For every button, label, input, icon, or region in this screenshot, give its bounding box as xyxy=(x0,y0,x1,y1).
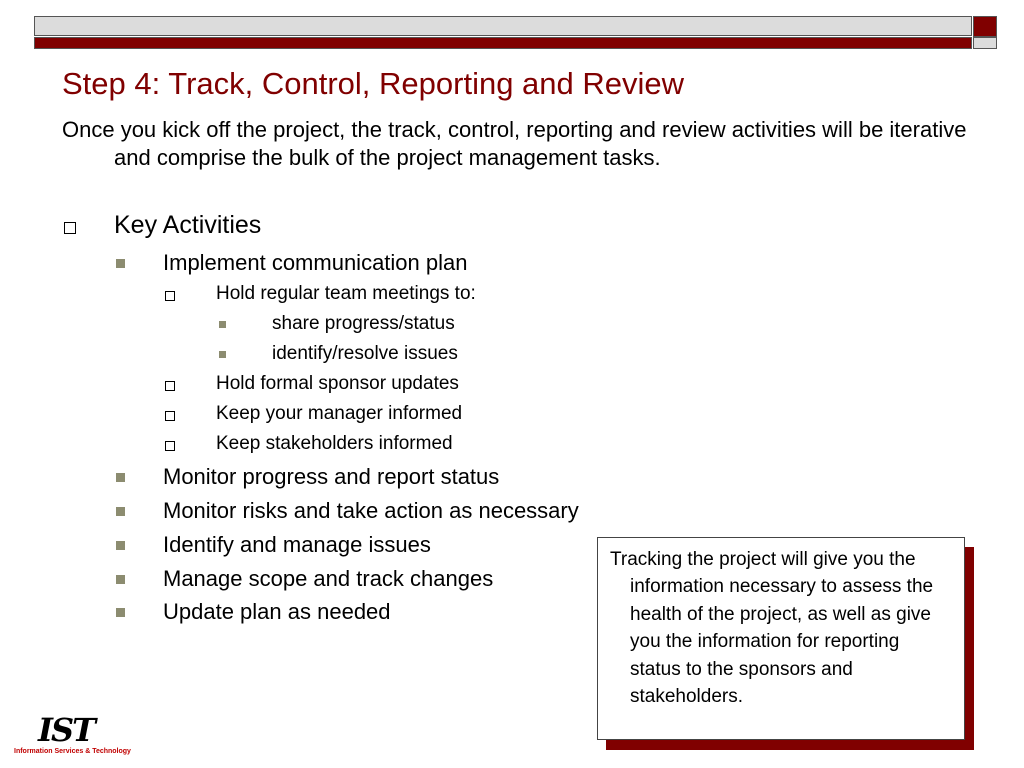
communication-plan-label: Implement communication plan xyxy=(163,250,468,275)
filled-square-bullet-icon xyxy=(116,473,125,482)
monitor-risks-label: Monitor risks and take action as necessary xyxy=(163,498,579,523)
sponsor-updates-label: Hold formal sponsor updates xyxy=(216,373,459,394)
filled-square-bullet-icon xyxy=(219,321,226,328)
filled-square-bullet-icon xyxy=(116,259,125,268)
callout-text: Tracking the project will give you the information necessary to assess the health of the project, as well as give you the information for reporting status to the sponsors and stakeholders. xyxy=(610,549,934,708)
filled-square-bullet-icon xyxy=(219,351,226,358)
hollow-square-bullet-icon xyxy=(64,222,76,234)
identify-issues-label: identify/resolve issues xyxy=(272,343,458,364)
filled-square-bullet-icon xyxy=(116,575,125,584)
manage-issues-label: Identify and manage issues xyxy=(163,532,431,557)
logo-mark: IST xyxy=(38,711,94,749)
ist-logo xyxy=(14,711,131,760)
hollow-square-bullet-icon xyxy=(165,291,175,301)
monitor-progress-label: Monitor progress and report status xyxy=(163,464,500,489)
logo-caption: Information Services & Technology xyxy=(14,748,131,755)
stakeholders-informed-label: Keep stakeholders informed xyxy=(216,433,453,454)
share-progress-label: share progress/status xyxy=(272,313,455,334)
update-plan-label: Update plan as needed xyxy=(163,599,391,624)
key-activities-heading: Key Activities xyxy=(114,211,262,239)
filled-square-bullet-icon xyxy=(116,507,125,516)
slide-title: Step 4: Track, Control, Reporting and Review xyxy=(62,66,685,101)
intro-paragraph: Once you kick off the project, the track, control, reporting and review activities will be iterative and comprise the bulk of the project management tasks. xyxy=(62,117,967,170)
hollow-square-bullet-icon xyxy=(165,441,175,451)
hollow-square-bullet-icon xyxy=(165,411,175,421)
filled-square-bullet-icon xyxy=(116,608,125,617)
manage-scope-label: Manage scope and track changes xyxy=(163,566,494,591)
callout-box xyxy=(597,537,965,740)
hollow-square-bullet-icon xyxy=(165,381,175,391)
filled-square-bullet-icon xyxy=(116,541,125,550)
manager-informed-label: Keep your manager informed xyxy=(216,403,463,424)
team-meetings-label: Hold regular team meetings to: xyxy=(216,283,476,304)
